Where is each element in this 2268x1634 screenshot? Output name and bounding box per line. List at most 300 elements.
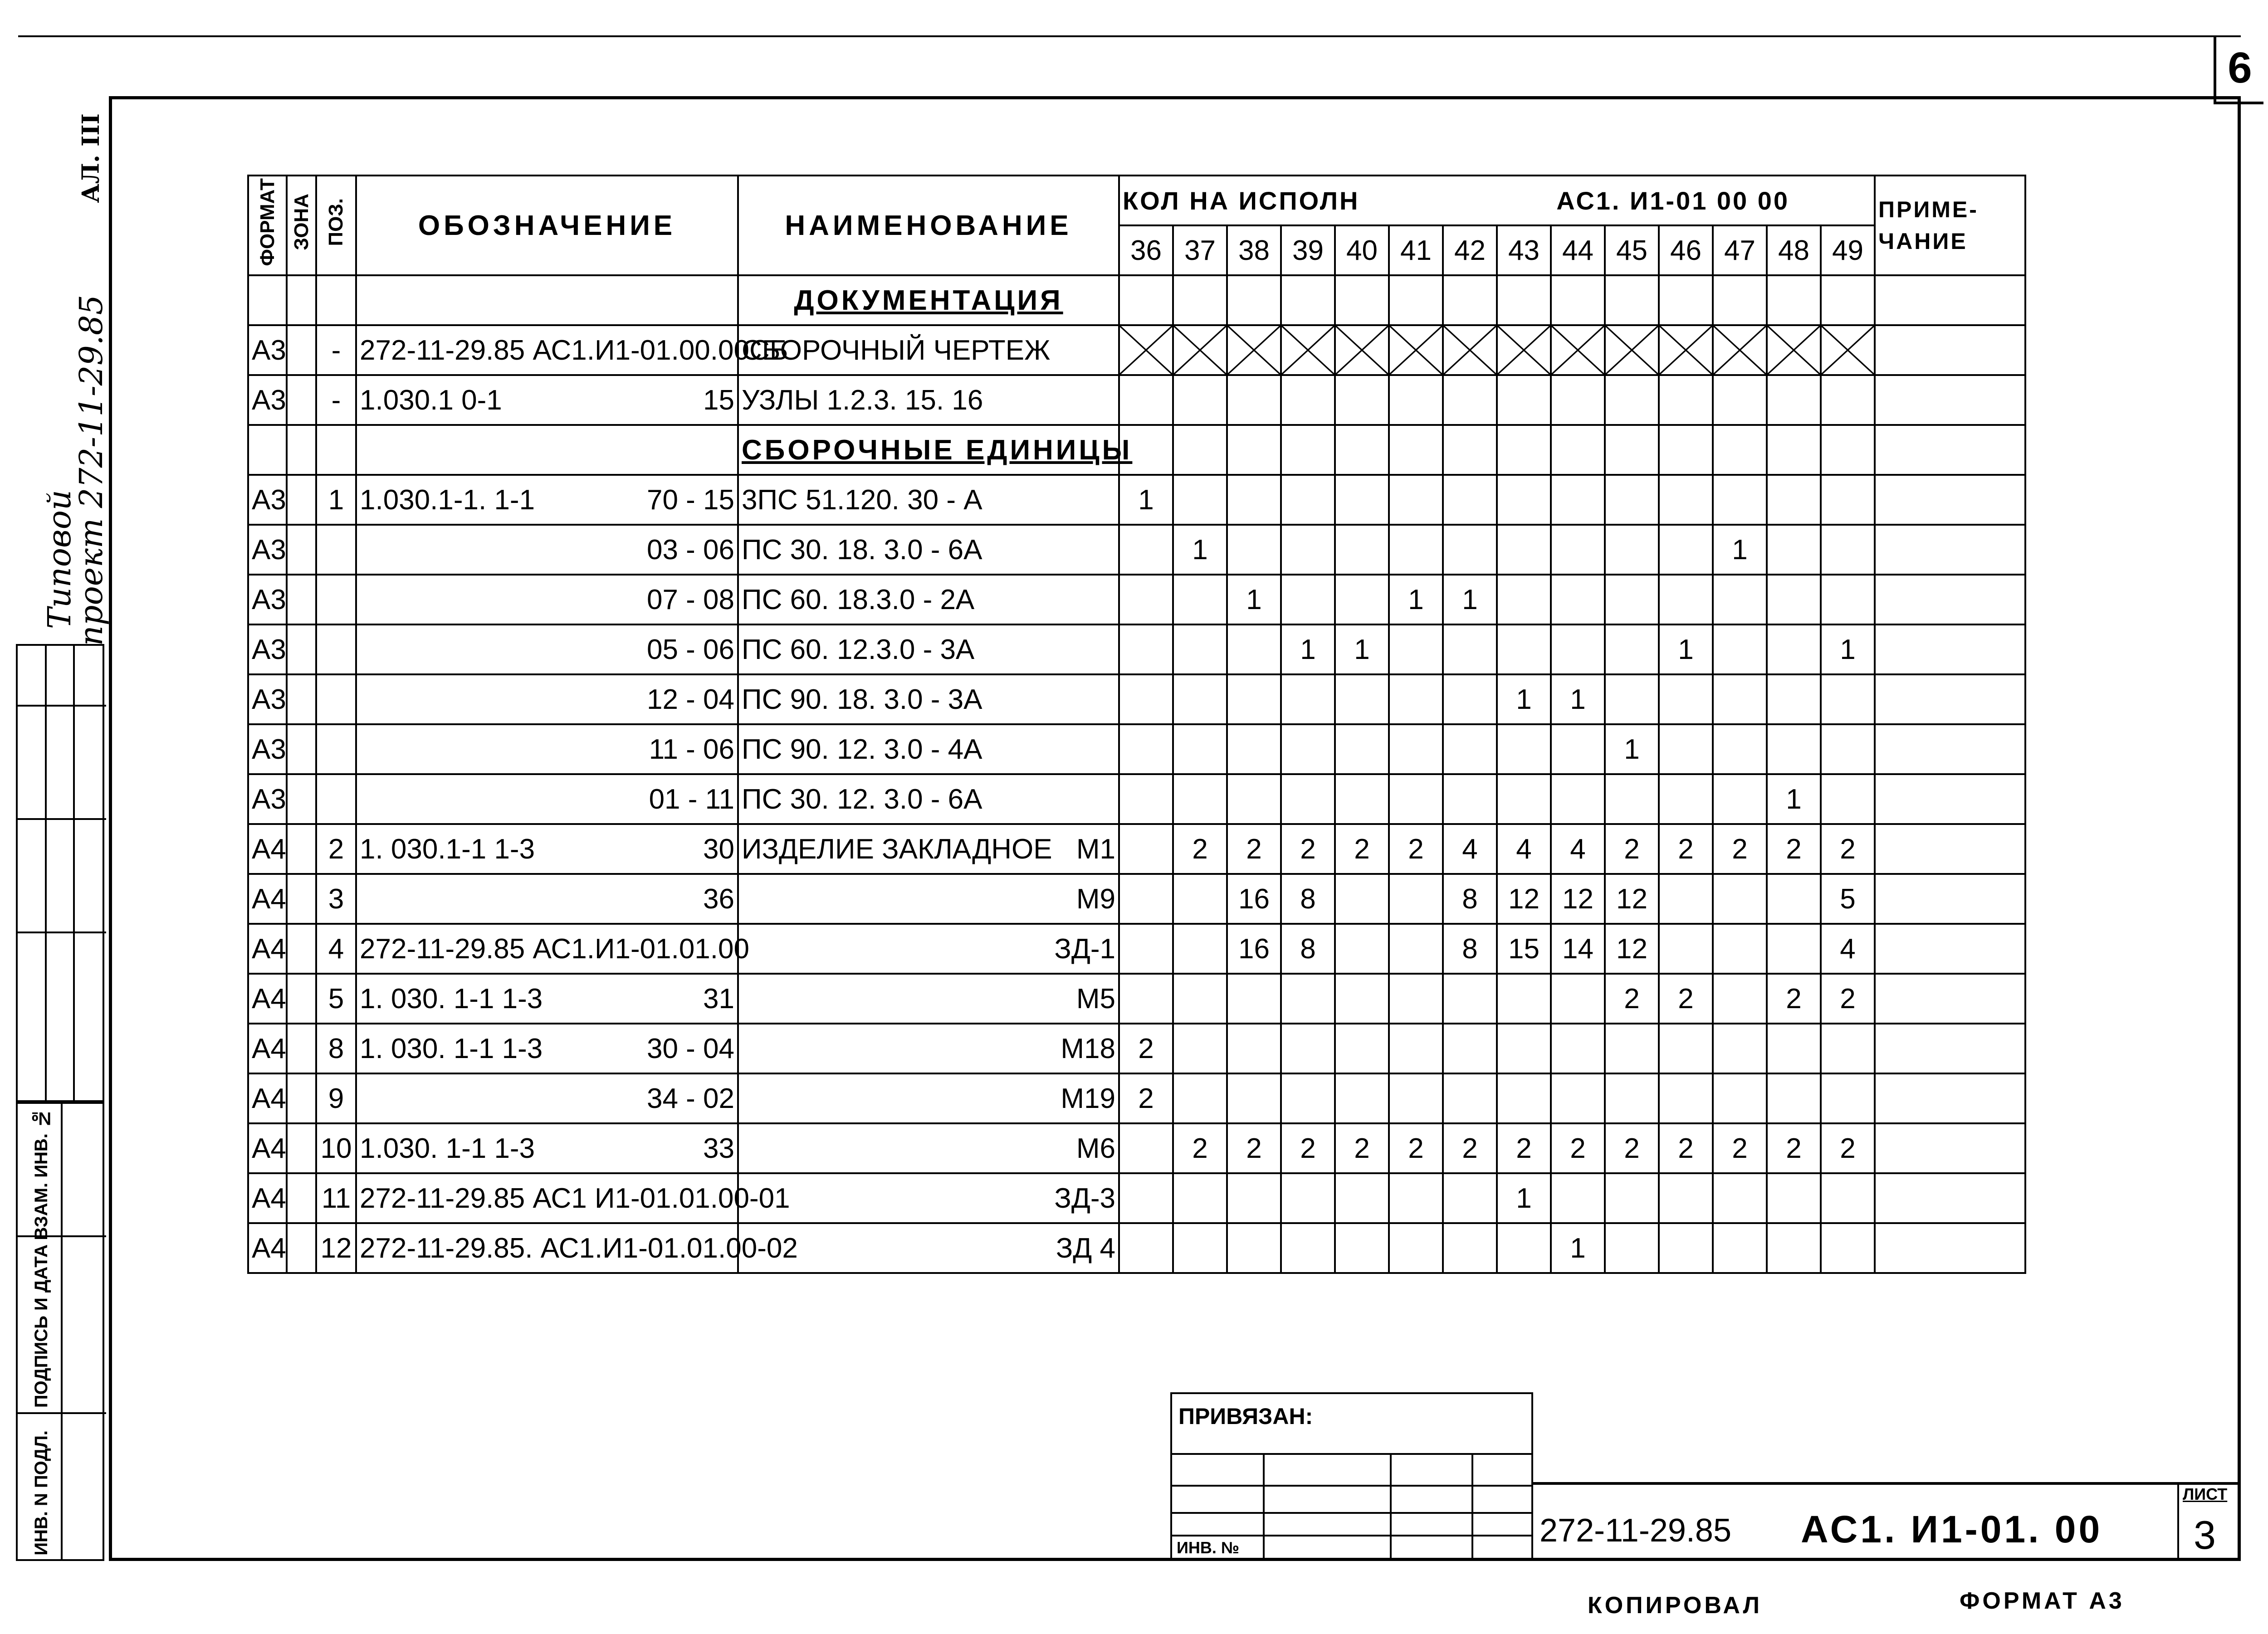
quantity-cell [1443,475,1497,525]
quantity-cell [1713,924,1767,974]
side-label-original-inv: ИНВ. N ПОДЛ. [31,1430,51,1556]
quantity-cell [1497,1024,1551,1073]
quantity-cell: 4 [1443,824,1497,874]
name-wrap [742,683,1115,716]
quantity-cell [1551,375,1605,425]
quantity-cell [1281,774,1335,824]
quantity-cell [1173,974,1227,1024]
quantity-cell [1497,375,1551,425]
quantity-cell: 1 [1389,575,1443,624]
quantity-cell: 2 [1767,974,1821,1024]
designation-cell [356,1223,798,1273]
crossed-cell [1497,325,1551,375]
quantity-cell [1119,1173,1173,1223]
position-cell [316,774,356,824]
quantity-cell [1227,1024,1281,1073]
quantity-cell [1713,1173,1767,1223]
name-text: УЗЛЫ 1.2.3. 15. 16 [742,384,983,416]
quantity-cell [1173,774,1227,824]
quantity-cell [1767,575,1821,624]
zone-cell [287,1223,316,1273]
quantity-cell [1227,525,1281,575]
quantity-cell: 2 [1605,1123,1659,1173]
designation-suffix: 12 - 04 [646,683,734,715]
quantity-cell [1119,724,1173,774]
table-row [248,874,2025,924]
quantity-cell: 1 [1227,575,1281,624]
empty-cell [287,275,316,325]
quantity-cell: 15 [1497,924,1551,974]
quantity-cell [1281,1024,1335,1073]
quantity-cell [1605,1173,1659,1223]
position-cell: - [316,325,356,375]
quantity-cell [1659,1173,1713,1223]
side-divider [18,705,106,707]
variant-header-46: 46 [1659,225,1713,275]
quantity-cell [1551,774,1605,824]
name-wrap [742,384,1115,416]
cross-mark [1498,326,1550,374]
name-wrap [742,334,1115,366]
quantity-cell [1605,1223,1659,1273]
quantity-cell [1767,1024,1821,1073]
empty-cell [1767,275,1821,325]
empty-cell [1605,275,1659,325]
name-cell [738,375,1119,425]
quantity-cell [1767,924,1821,974]
quantity-cell [1389,375,1443,425]
name-wrap [742,983,1115,1015]
note-cell [1875,475,2025,525]
empty-cell [1875,425,2025,475]
variant-header-44: 44 [1551,225,1605,275]
quantity-cell [1551,1073,1605,1123]
designation-wrap [360,1132,734,1165]
quantity-cell [1335,774,1389,824]
zone-cell [287,624,316,674]
table-row [248,674,2025,724]
quantity-cell [1659,375,1713,425]
crossed-cell [1605,325,1659,375]
quantity-cell [1821,724,1875,774]
quantity-cell [1605,674,1659,724]
designation-text: 1. 030. 1-1 1-3 [360,1033,543,1064]
quantity-cell: 8 [1443,924,1497,974]
quantity-cell [1497,575,1551,624]
quantity-cell [1659,724,1713,774]
position-cell: 10 [316,1123,356,1173]
format-cell: А3 [248,624,287,674]
variant-header-48: 48 [1767,225,1821,275]
designation-cell [356,974,738,1024]
format-cell: А4 [248,924,287,974]
designation-suffix: 30 [703,833,734,865]
quantity-cell: 2 [1713,824,1767,874]
designation-wrap [360,584,734,616]
quantity-cell [1713,974,1767,1024]
format-cell: А4 [248,874,287,924]
quantity-cell [1281,475,1335,525]
designation-text: 1. 030.1-1 1-3 [360,833,535,865]
quantity-cell [1713,674,1767,724]
position-cell: 12 [316,1223,356,1273]
quantity-cell [1227,1173,1281,1223]
position-cell [316,674,356,724]
crossed-cell [1119,325,1173,375]
quantity-cell: 2 [1227,824,1281,874]
format-cell: А3 [248,475,287,525]
quantity-cell [1605,525,1659,575]
zone-cell [287,1123,316,1173]
quantity-cell: 2 [1659,824,1713,874]
quantity-cell: 1 [1551,674,1605,724]
quantity-cell [1713,1024,1767,1073]
name-cell [738,1073,1119,1123]
quantity-cell [1659,1223,1713,1273]
name-cell [738,874,1119,924]
title-block-line [1172,1512,1531,1514]
quantity-cell [1659,924,1713,974]
designation-wrap [360,1232,798,1264]
quantity-cell [1659,475,1713,525]
title-block-line [1172,1453,1531,1455]
designation-suffix: 15 [703,384,734,416]
zone-cell [287,924,316,974]
quantity-cell [1173,674,1227,724]
name-wrap [742,534,1115,566]
title-block-line [1172,1535,1531,1536]
empty-cell [1173,275,1227,325]
quantity-cell [1821,525,1875,575]
quantity-cell [1551,974,1605,1024]
designation-suffix: 34 - 02 [646,1083,734,1114]
format-cell: А3 [248,375,287,425]
quantity-cell [1227,774,1281,824]
format-cell: А3 [248,674,287,724]
side-label-signature-date: ПОДПИСЬ И ДАТА [31,1244,51,1408]
position-cell: 9 [316,1073,356,1123]
designation-cell [356,375,738,425]
zone-cell [287,724,316,774]
quantity-cell: 4 [1497,824,1551,874]
name-cell [738,724,1119,774]
title-block-line [1390,1453,1392,1559]
note-cell [1875,1223,2025,1273]
name-cell [738,824,1119,874]
name-wrap [742,584,1115,616]
quantity-cell [1389,874,1443,924]
quantity-cell [1227,624,1281,674]
quantity-cell [1767,1073,1821,1123]
crossed-cell [1389,325,1443,375]
quantity-cell: 8 [1281,874,1335,924]
quantity-cell [1281,1073,1335,1123]
quantity-cell [1551,575,1605,624]
position-cell: 8 [316,1024,356,1073]
empty-cell [1659,425,1713,475]
quantity-cell [1767,525,1821,575]
note-cell [1875,1123,2025,1173]
name-cell [738,774,1119,824]
empty-cell [356,425,738,475]
quantity-cell [1281,525,1335,575]
quantity-cell: 5 [1821,874,1875,924]
quantity-cell [1605,575,1659,624]
quantity-cell [1335,724,1389,774]
designation-text: 272-11-29.85 АС1.И1-01.01.00 [360,933,749,965]
empty-cell [1335,425,1389,475]
quantity-cell [1443,974,1497,1024]
quantity-cell [1389,674,1443,724]
name-cell [738,974,1119,1024]
quantity-cell: 1 [1173,525,1227,575]
quantity-cell [1389,1223,1443,1273]
quantity-cell [1659,1073,1713,1123]
top-border-line [18,35,2241,37]
designation-wrap [360,634,734,666]
quantity-cell [1389,1173,1443,1223]
quantity-cell: 2 [1119,1024,1173,1073]
designation-suffix: 03 - 06 [646,534,734,566]
empty-cell [1443,425,1497,475]
quantity-cell [1173,724,1227,774]
zone-cell [287,874,316,924]
quantity-cell [1497,475,1551,525]
quantity-cell [1551,1173,1605,1223]
name-mark: ЗД 4 [1056,1232,1115,1264]
table-row [248,774,2025,824]
table-row [248,575,2025,624]
quantity-cell [1335,974,1389,1024]
variant-header-45: 45 [1605,225,1659,275]
table-row [248,1223,2025,1273]
designation-suffix: 01 - 11 [649,783,734,815]
empty-cell [1497,275,1551,325]
quantity-cell [1767,724,1821,774]
designation-suffix: 11 - 06 [649,733,734,765]
quantity-cell [1767,624,1821,674]
header-qty-right: АС1. И1-01 00 00 [1556,186,1790,215]
designation-wrap [360,783,734,815]
crossed-cell [1767,325,1821,375]
designation-cell [356,824,738,874]
quantity-cell [1605,1073,1659,1123]
quantity-cell: 2 [1173,1123,1227,1173]
quantity-cell [1389,924,1443,974]
designation-cell [356,325,788,375]
crossed-cell [1659,325,1713,375]
name-cell [738,525,1119,575]
cross-mark [1228,326,1280,374]
designation-text: 272-11-29.85 АС1 И1-01.01.00-01 [360,1182,790,1214]
quantity-cell: 2 [1551,1123,1605,1173]
name-mark: ЗД-3 [1054,1182,1115,1214]
quantity-cell: 2 [1389,1123,1443,1173]
quantity-cell [1119,974,1173,1024]
position-cell [316,575,356,624]
quantity-cell [1227,1223,1281,1273]
quantity-cell [1173,624,1227,674]
name-text: ИЗДЕЛИЕ ЗАКЛАДНОЕ [742,833,1052,865]
empty-cell [1551,425,1605,475]
quantity-cell: 2 [1713,1123,1767,1173]
variant-header-49: 49 [1821,225,1875,275]
quantity-cell [1173,1223,1227,1273]
variant-header-41: 41 [1389,225,1443,275]
position-cell: - [316,375,356,425]
quantity-cell [1389,525,1443,575]
designation-wrap [360,1033,734,1065]
cross-mark [1336,326,1388,374]
empty-cell [356,275,738,325]
designation-wrap [360,983,734,1015]
title-block-line [1263,1453,1265,1559]
variant-header-38: 38 [1227,225,1281,275]
title-block-main [1531,1482,2241,1561]
empty-cell [1713,275,1767,325]
album-label: АЛ. III [77,113,105,203]
note-cell [1875,924,2025,974]
zone-cell [287,525,316,575]
crossed-cell [1173,325,1227,375]
designation-cell [356,1123,738,1173]
designation-cell [356,525,738,575]
zone-cell [287,674,316,724]
variant-header-42: 42 [1443,225,1497,275]
cross-mark [1444,326,1496,374]
quantity-cell [1659,774,1713,824]
variant-header-43: 43 [1497,225,1551,275]
quantity-cell [1335,924,1389,974]
quantity-cell: 2 [1605,974,1659,1024]
quantity-cell [1173,1024,1227,1073]
quantity-cell [1281,1173,1335,1223]
designation-wrap [360,334,788,366]
variant-header-36: 36 [1119,225,1173,275]
section-title: ДОКУМЕНТАЦИЯ [738,275,1119,325]
designation-wrap [360,933,749,965]
designation-wrap [360,1083,734,1115]
variant-header-40: 40 [1335,225,1389,275]
quantity-cell [1335,525,1389,575]
format-cell: А3 [248,325,287,375]
name-cell [738,1173,1119,1223]
position-cell: 1 [316,475,356,525]
quantity-cell [1335,874,1389,924]
quantity-cell [1443,774,1497,824]
format-cell: А3 [248,724,287,774]
quantity-cell [1443,525,1497,575]
quantity-cell: 1 [1659,624,1713,674]
empty-cell [248,275,287,325]
zone-cell [287,774,316,824]
format-cell: А3 [248,774,287,824]
designation-wrap [360,833,734,865]
quantity-cell [1173,475,1227,525]
quantity-cell [1659,1024,1713,1073]
quantity-cell [1281,974,1335,1024]
cross-mark [1390,326,1442,374]
format-cell: А4 [248,1173,287,1223]
quantity-cell [1821,575,1875,624]
quantity-cell [1713,575,1767,624]
name-cell [738,575,1119,624]
quantity-cell [1713,774,1767,824]
format-cell: А3 [248,525,287,575]
quantity-cell: 2 [1821,1123,1875,1173]
quantity-cell: 1 [1281,624,1335,674]
quantity-cell [1281,1223,1335,1273]
quantity-cell [1443,1024,1497,1073]
designation-suffix: 07 - 08 [646,584,734,615]
quantity-cell [1227,375,1281,425]
empty-cell [1821,425,1875,475]
empty-cell [1227,425,1281,475]
empty-cell [1389,275,1443,325]
note-cell [1875,1173,2025,1223]
quantity-cell [1227,974,1281,1024]
sheet-corner-number: 6 [2214,36,2263,104]
name-text: ПС 90. 18. 3.0 - 3А [742,683,982,715]
quantity-cell: 2 [1335,1123,1389,1173]
quantity-cell [1821,475,1875,525]
zone-cell [287,1173,316,1223]
name-mark: М5 [1076,983,1115,1015]
crossed-cell [1335,325,1389,375]
header-note: ПРИМЕ-ЧАНИЕ [1875,176,2025,275]
designation-cell [356,475,738,525]
empty-cell [316,425,356,475]
empty-cell [1497,425,1551,475]
quantity-cell [1767,674,1821,724]
quantity-cell [1443,624,1497,674]
project-line-1: Типовой [41,490,78,629]
empty-cell [1389,425,1443,475]
table-row [248,974,2025,1024]
quantity-cell [1335,1173,1389,1223]
name-mark: М18 [1061,1033,1115,1064]
quantity-cell: 2 [1443,1123,1497,1173]
name-text: СБОРОЧНЫЙ ЧЕРТЕЖ [742,334,1051,366]
empty-cell [1551,275,1605,325]
quantity-cell [1389,774,1443,824]
quantity-cell [1119,874,1173,924]
cross-mark [1768,326,1820,374]
quantity-cell [1335,1223,1389,1273]
name-wrap [742,933,1115,965]
name-text: ПС 60. 12.3.0 - 3А [742,634,975,665]
cross-mark [1282,326,1334,374]
position-cell: 11 [316,1173,356,1223]
note-cell [1875,974,2025,1024]
empty-cell [287,425,316,475]
empty-cell [1713,425,1767,475]
name-wrap [742,1182,1115,1215]
empty-cell [1173,425,1227,475]
format-cell: А4 [248,1073,287,1123]
name-wrap [742,733,1115,766]
quantity-cell [1119,924,1173,974]
quantity-cell: 4 [1551,824,1605,874]
quantity-cell: 2 [1659,974,1713,1024]
note-cell [1875,525,2025,575]
quantity-cell: 1 [1497,674,1551,724]
header-row [248,176,2025,225]
quantity-cell: 1 [1767,774,1821,824]
quantity-cell [1119,1223,1173,1273]
quantity-cell [1821,1173,1875,1223]
note-cell [1875,724,2025,774]
